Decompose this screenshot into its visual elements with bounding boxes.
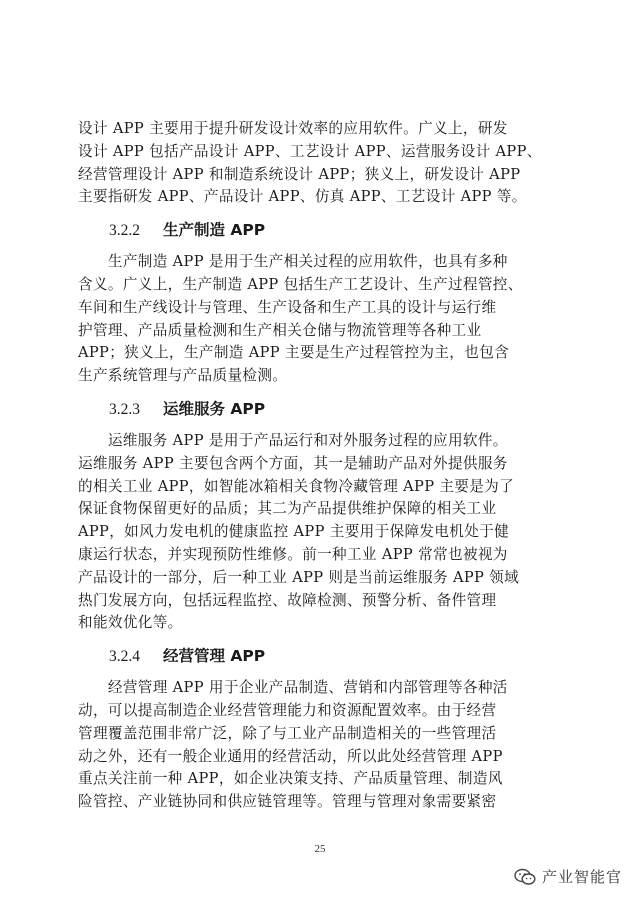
text-line: APP；狭义上，生产制造 APP 主要是生产过程管控为主，也包含 xyxy=(78,344,510,362)
text-line: 热门发展方向，包括远程监控、故障检测、预警分析、备件管理 xyxy=(78,591,497,609)
section-number: 3.2.3 xyxy=(109,400,140,418)
text-line: 动之外，还有一般企业通用的经营活动，所以此处经营管理 APP xyxy=(78,747,503,765)
text-line: 生产系统管理与产品质量检测。 xyxy=(78,367,288,385)
section-paragraph-3-2-4 xyxy=(78,677,564,814)
wechat-icon xyxy=(514,868,536,886)
section-title: 生产制造 APP xyxy=(163,221,266,240)
text-line: 含义。广义上，生产制造 APP 包括生产工艺设计、生产过程管控、 xyxy=(78,275,523,293)
section-paragraph-3-2-3 xyxy=(78,430,564,635)
intro-paragraph xyxy=(78,118,564,209)
text-line: 动，可以提高制造企业经营管理能力和资源配置效率。由于经营 xyxy=(78,701,497,719)
text-line: 经营管理 APP 用于企业产品制造、营销和内部管理等各种活 xyxy=(78,679,508,697)
section-paragraph-3-2-2 xyxy=(78,251,564,388)
section-heading-3-2-2 xyxy=(78,218,564,243)
section-heading-3-2-3 xyxy=(78,397,564,422)
watermark xyxy=(514,866,622,887)
text-line: 险管控、产业链协同和供应链管理等。管理与管理对象需要紧密 xyxy=(78,793,497,811)
section-title: 运维服务 APP xyxy=(163,399,266,418)
watermark-text: 产业智能官 xyxy=(541,868,622,886)
text-line: APP，如风力发电机的健康监控 APP 主要用于保障发电机处于健 xyxy=(78,523,510,541)
text-line: 生产制造 APP 是用于生产相关过程的应用软件，也具有多种 xyxy=(78,253,508,271)
text-line: 主要指研发 APP、产品设计 APP、仿真 APP、工艺设计 APP 等。 xyxy=(78,188,527,206)
text-line: 保证食物保留更好的品质；其二为产品提供维护保障的相关工业 xyxy=(78,500,497,518)
text-line: 的相关工业 APP，如智能冰箱相关食物冷藏管理 APP 主要是为了 xyxy=(78,477,515,495)
text-line: 经营管理设计 APP 和制造系统设计 APP；狭义上，研发设计 APP xyxy=(78,165,521,183)
text-line: 管理覆盖范围非常广泛，除了与工业产品制造相关的一些管理活 xyxy=(78,724,497,742)
section-title: 经营管理 APP xyxy=(163,647,266,666)
page-number: 25 xyxy=(314,843,326,855)
text-line: 和能效优化等。 xyxy=(78,614,183,632)
text-line: 车间和生产线设计与管理、生产设备和生产工具的设计与运行维 xyxy=(78,298,497,316)
text-line: 设计 APP 包括产品设计 APP、工艺设计 APP、运营服务设计 APP、 xyxy=(78,142,542,160)
text-line: 康运行状态，并实现预防性维修。前一种工业 APP 常常也被视为 xyxy=(78,545,508,563)
text-line: 重点关注前一种 APP，如企业决策支持、产品质量管理、制造风 xyxy=(78,770,503,788)
text-line: 运维服务 APP 主要包含两个方面，其一是辅助产品对外提供服务 xyxy=(78,454,508,472)
page-body xyxy=(78,118,564,814)
text-line: 运维服务 APP 是用于产品运行和对外服务过程的应用软件。 xyxy=(78,431,508,449)
text-line: 护管理、产品质量检测和生产相关仓储与物流管理等各种工业 xyxy=(78,321,482,339)
text-line: 产品设计的一部分，后一种工业 APP 则是当前运维服务 APP 领域 xyxy=(78,568,520,586)
section-number: 3.2.4 xyxy=(109,648,140,666)
section-number: 3.2.2 xyxy=(109,222,140,240)
section-heading-3-2-4 xyxy=(78,644,564,669)
text-line: 设计 APP 主要用于提升研发设计效率的应用软件。广义上，研发 xyxy=(78,120,508,137)
